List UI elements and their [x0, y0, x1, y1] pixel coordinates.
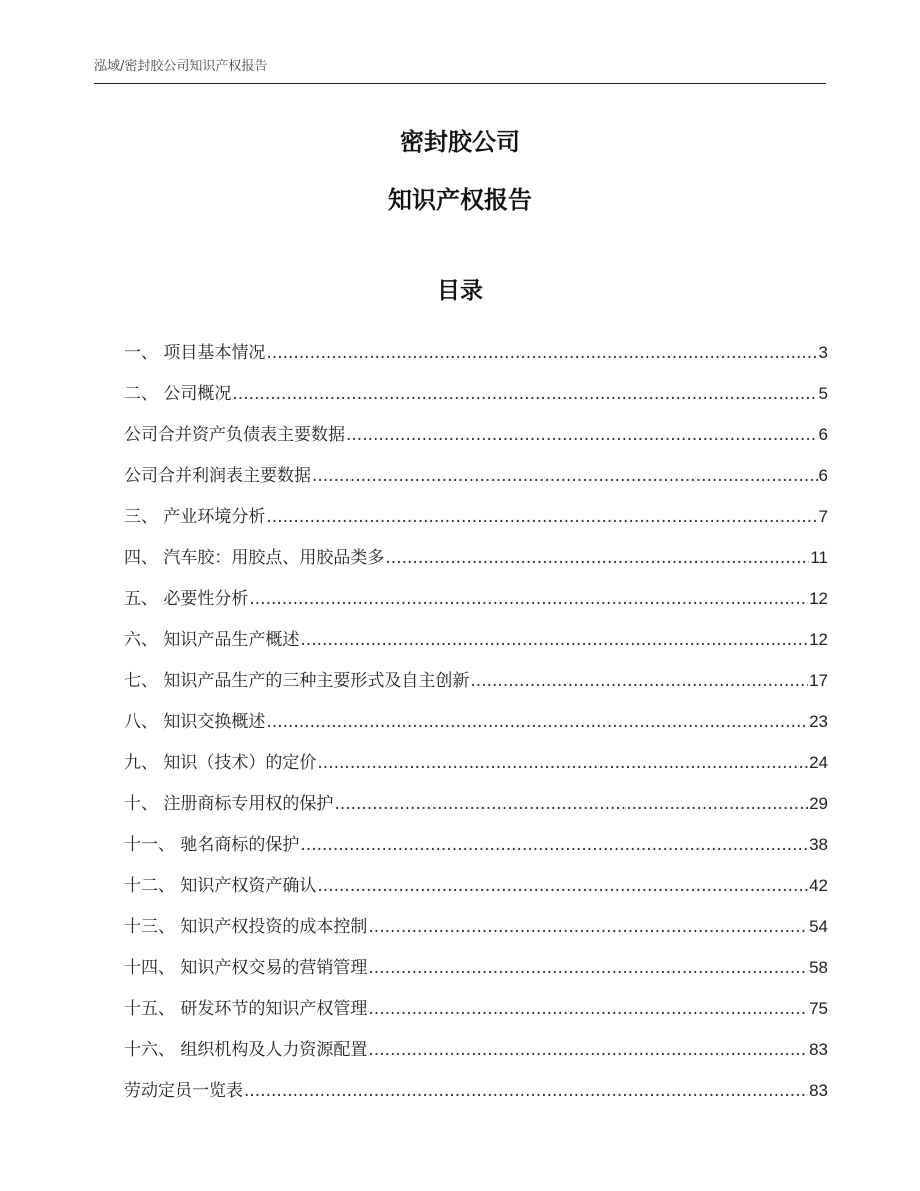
toc-entry[interactable] [124, 650, 828, 691]
toc-entry-page: 12 [809, 589, 828, 608]
toc-entry-label: 一、 项目基本情况 [124, 343, 266, 363]
toc-entry[interactable] [124, 978, 828, 1019]
toc-entry-label: 十五、 研发环节的知识产权管理 [124, 999, 368, 1019]
toc-entry-label: 七、 知识产品生产的三种主要形式及自主创新 [124, 671, 470, 691]
toc-entry-page: 58 [809, 958, 828, 977]
toc-heading: 目录 [437, 278, 483, 304]
toc-entry-label: 十一、 驰名商标的保护 [124, 835, 300, 855]
toc-entry-page: 3 [818, 343, 828, 362]
toc-leader-dots [368, 917, 808, 937]
toc-leader-dots [244, 1081, 808, 1101]
toc-leader-dots [266, 507, 817, 527]
toc-leader-dots [266, 712, 808, 732]
toc-leader-dots [266, 343, 817, 363]
toc-entry[interactable] [124, 896, 828, 937]
toc-entry-label: 六、 知识产品生产概述 [124, 630, 300, 650]
table-of-contents [124, 322, 828, 1101]
toc-leader-dots [317, 753, 808, 773]
toc-entry[interactable] [124, 363, 828, 404]
toc-entry-label: 十三、 知识产权投资的成本控制 [124, 917, 368, 937]
toc-leader-dots [300, 630, 808, 650]
toc-leader-dots [368, 999, 808, 1019]
toc-entry-page: 6 [818, 466, 828, 485]
toc-entry-label: 二、 公司概况 [124, 384, 232, 404]
toc-entry[interactable] [124, 609, 828, 650]
toc-leader-dots [368, 1040, 808, 1060]
toc-entry[interactable] [124, 1019, 828, 1060]
toc-entry-page: 83 [809, 1040, 828, 1059]
toc-entry[interactable] [124, 773, 828, 814]
toc-entry-label: 四、 汽车胶：用胶点、用胶品类多 [124, 548, 385, 568]
toc-entry-label: 公司合并资产负债表主要数据 [124, 425, 345, 445]
toc-leader-dots [368, 958, 808, 978]
toc-entry[interactable] [124, 691, 828, 732]
toc-leader-dots [249, 589, 808, 609]
toc-entry[interactable] [124, 814, 828, 855]
toc-entry-label: 十、 注册商标专用权的保护 [124, 794, 334, 814]
toc-entry-page: 54 [809, 917, 828, 936]
toc-entry-label: 十二、 知识产权资产确认 [124, 876, 317, 896]
toc-entry-page: 75 [809, 999, 828, 1018]
toc-entry-label: 劳动定员一览表 [124, 1081, 243, 1101]
document-title: 密封胶公司 [400, 128, 520, 156]
toc-entry-label: 十四、 知识产权交易的营销管理 [124, 958, 368, 978]
toc-entry[interactable] [124, 1060, 828, 1101]
toc-leader-dots [317, 876, 808, 896]
toc-leader-dots [312, 466, 818, 486]
toc-entry-page: 23 [809, 712, 828, 731]
toc-entry-label: 八、 知识交换概述 [124, 712, 266, 732]
toc-entry[interactable] [124, 445, 828, 486]
toc-entry[interactable] [124, 322, 828, 363]
toc-entry-page: 11 [810, 548, 828, 567]
toc-entry-page: 6 [818, 425, 828, 444]
toc-leader-dots [300, 835, 808, 855]
toc-entry[interactable] [124, 568, 828, 609]
toc-entry-page: 12 [809, 630, 828, 649]
toc-entry-page: 7 [818, 507, 828, 526]
toc-entry[interactable] [124, 527, 828, 568]
toc-entry-page: 29 [809, 794, 828, 813]
page-header: 泓域/密封胶公司知识产权报告 [94, 55, 826, 84]
toc-entry[interactable] [124, 404, 828, 445]
toc-entry-label: 公司合并利润表主要数据 [124, 466, 311, 486]
toc-entry-page: 42 [809, 876, 828, 895]
toc-leader-dots [385, 548, 809, 568]
toc-entry[interactable] [124, 732, 828, 773]
toc-entry-page: 5 [818, 384, 828, 403]
toc-entry-page: 38 [809, 835, 828, 854]
toc-entry-label: 十六、 组织机构及人力资源配置 [124, 1040, 368, 1060]
toc-entry-page: 17 [809, 671, 828, 690]
document-subtitle: 知识产权报告 [388, 186, 532, 214]
toc-entry-page: 24 [809, 753, 828, 772]
toc-entry-label: 三、 产业环境分析 [124, 507, 266, 527]
toc-leader-dots [346, 425, 818, 445]
toc-leader-dots [334, 794, 808, 814]
toc-entry-label: 五、 必要性分析 [124, 589, 249, 609]
toc-entry-label: 九、 知识（技术）的定价 [124, 753, 317, 773]
toc-leader-dots [232, 384, 817, 404]
toc-leader-dots [470, 671, 808, 691]
toc-entry[interactable] [124, 937, 828, 978]
toc-entry-page: 83 [809, 1081, 828, 1100]
toc-entry[interactable] [124, 486, 828, 527]
toc-entry[interactable] [124, 855, 828, 896]
